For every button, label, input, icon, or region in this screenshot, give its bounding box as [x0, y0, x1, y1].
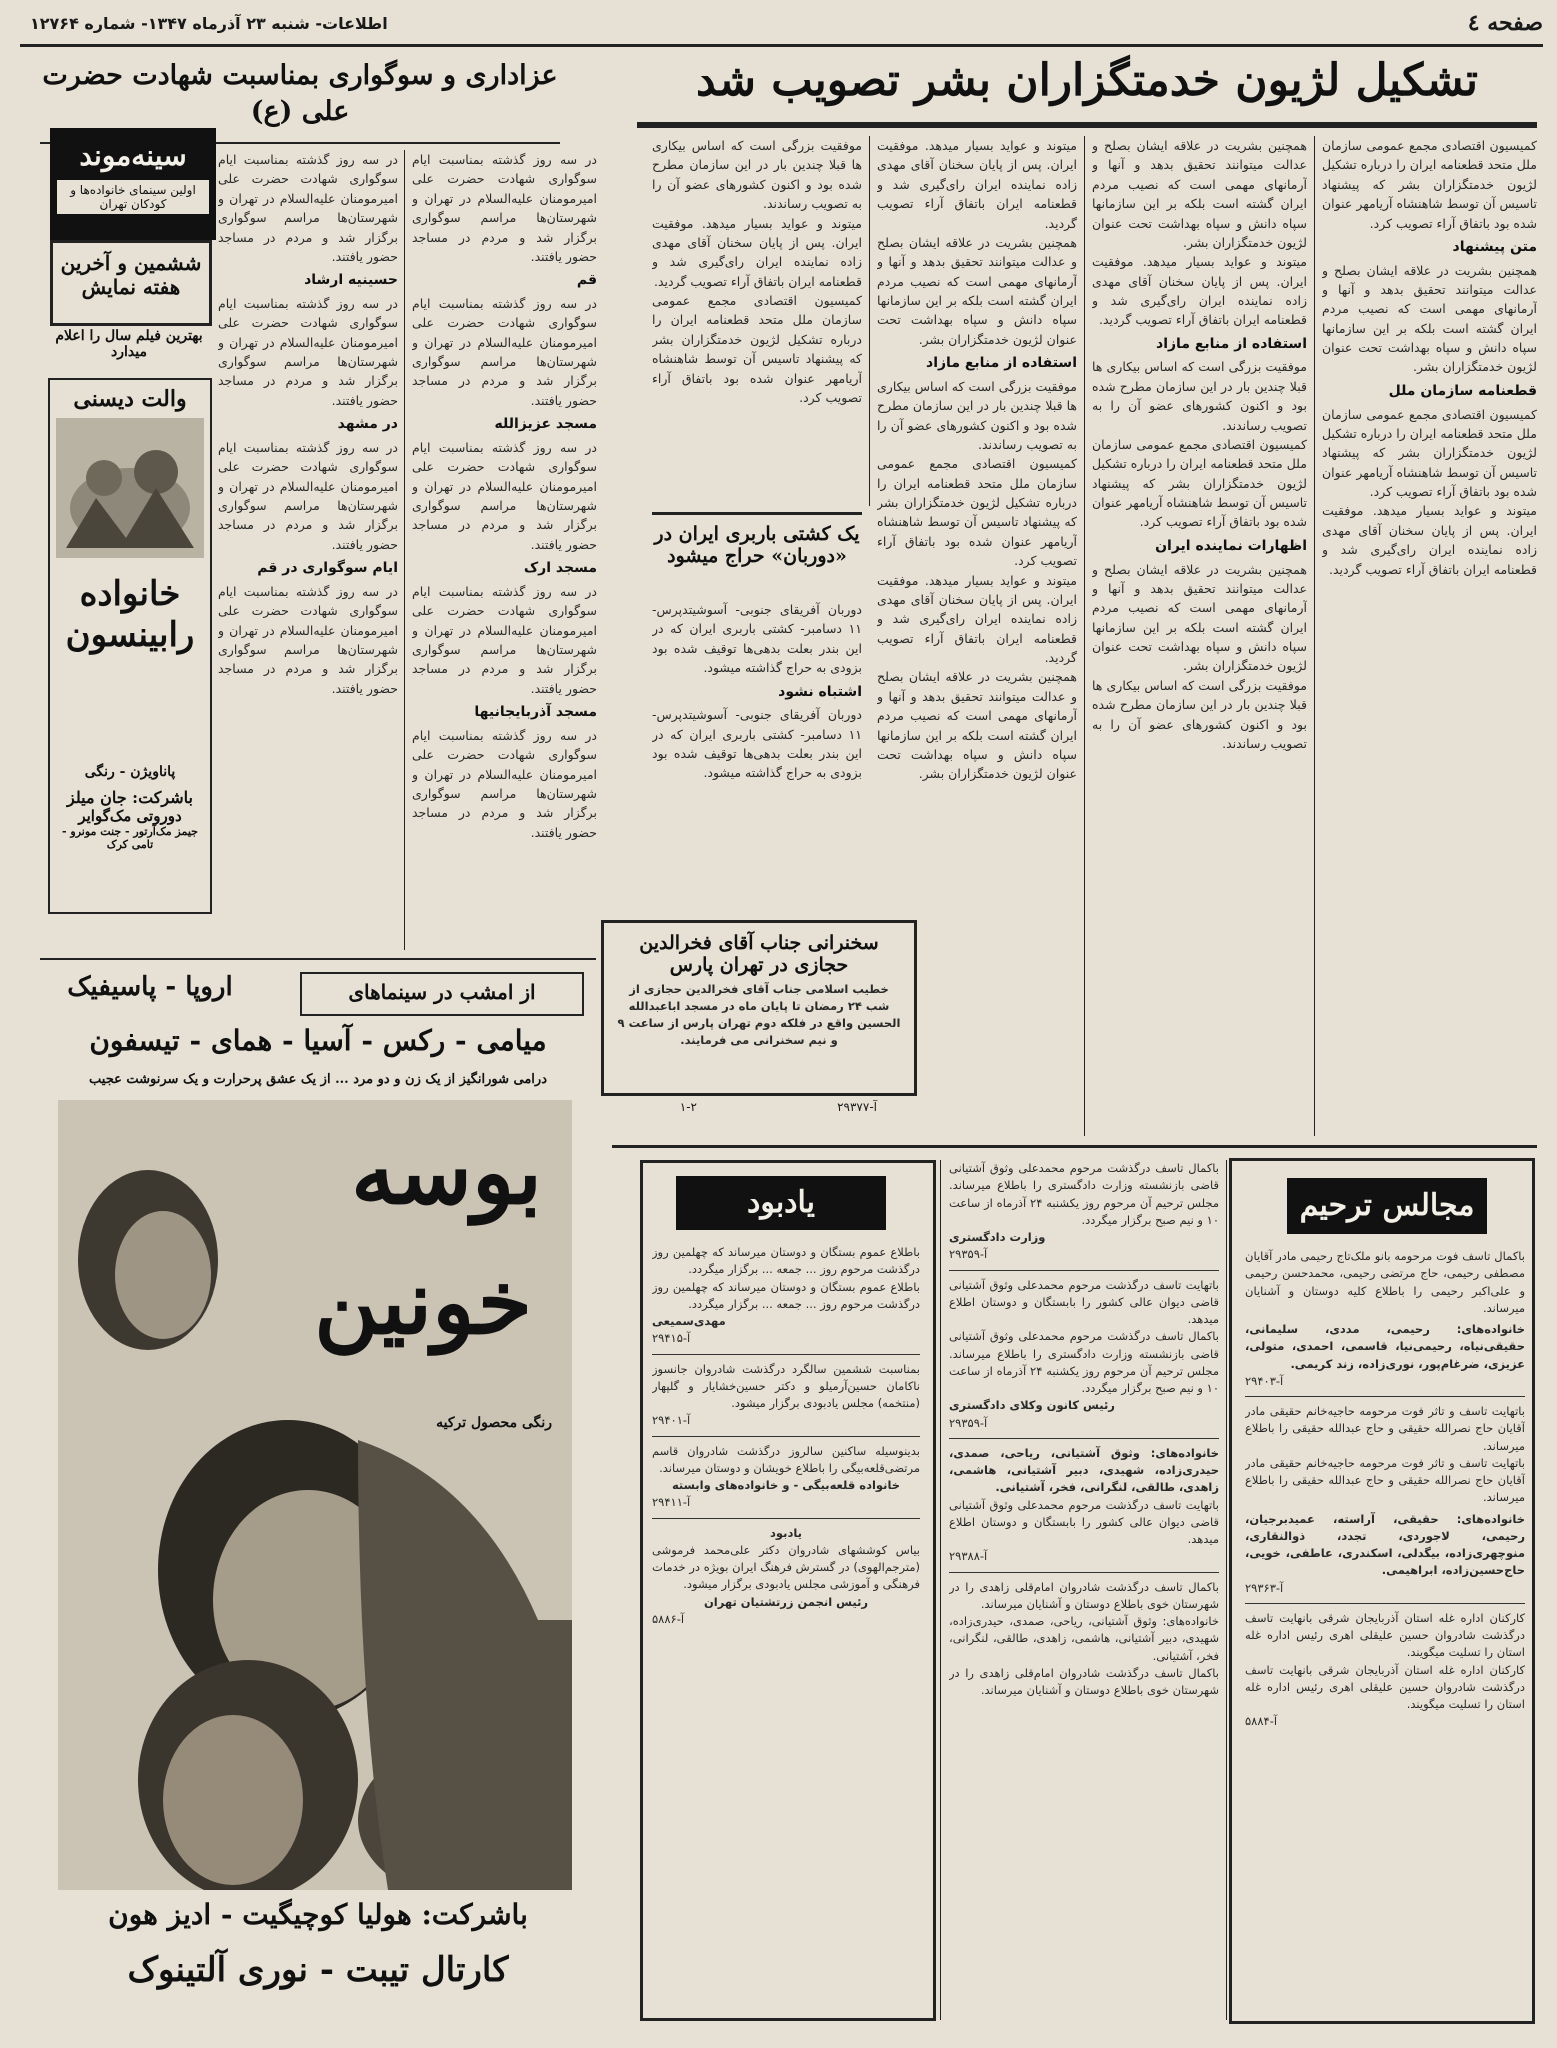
section-rule [612, 1145, 1537, 1148]
lecture-code: آ-۲۹۳۷۷ [837, 1100, 877, 1114]
tonight-label-box [300, 972, 584, 1016]
mourning-subhead: ایام سوگواری در قم [257, 560, 398, 577]
mourning-headline: عزاداری و سوگواری بمناسبت شهادت حضرت علی (ع) [42, 60, 558, 128]
cinema-ad-title: سینه‌موند [79, 139, 187, 172]
cinema-ad-robinson [48, 378, 212, 914]
tarhim-label: مجالس ترحیم [1287, 1178, 1487, 1234]
poster-note: رنگی محصول ترکیه [436, 1415, 552, 1431]
middle-notices: باکمال تاسف درگذشت مرحوم محمدعلی وثوق آشتیانی قاضی بازنشسته وزارت دادگستری را باطلاع میرساند. مجلس ترحیم آن مرحوم روز یکشنبه ۲۴ آذرماه از ساعت ۱۰ و نیم صبح برگزار میگردد. وزارت دادگستری آ-۲۹۳۵۹ باتهایت تاسف درگذشت مرحوم محمدعلی وثوق آشتیانی قاضی دیوان عالی کشور را بابستگان و دوستان اطلاع میدهد. باکمال تاسف درگذشت مرحوم محمدعلی وثوق آشتیانی قاضی بازنشسته وزارت دادگستری را باطلاع میرساند. مجلس ترحیم آن مرحوم روز یکشنبه ۲۴ آذرماه از ساعت ۱۰ و نیم صبح برگزار میگردد. رئیس کانون وکلای دادگستری آ-۲۹۳۵۹ خانواده‌های: وثوق آشتیانی، ریاحی، صمدی، حیدری‌زاده، شهیدی، دبیر آشتیانی، هاشمی، زاهدی، طالقی، لنگرانی، فخر، آشتیانی. باتهایت تاسف درگذشت مرحوم محمدعلی وثوق آشتیانی قاضی دیوان عالی کشور را بابستگان و دوستان اطلاع میدهد. آ-۲۹۳۸۸ باکمال تاسف درگذشت شادروان امام‌قلی زاهدی را در شهرستان خوی باطلاع دوستان و آشنایان میرساند. خانواده‌های: وثوق آشتیانی، ریاحی، صمدی، حیدری‌زاده، شهیدی، دبیر آشتیانی، هاشمی، زاهدی، طالقی، لنگرانی، فخر، آشتیانی. باکمال تاسف درگذشت شادروان امام‌قلی زاهدی را در شهرستان خوی باطلاع دوستان و آشنایان میرساند. [949, 1161, 1219, 1697]
column-divider [404, 150, 405, 950]
lead-subhead: متن پیشنهاد [1452, 238, 1537, 255]
boat-body: دوربان آفریقای جنوبی- آسوشیتدپرس- ۱۱ دسامبر- کشتی باربری ایران که در این بندر بعلت بدهی‌ها توقیف شده بود بزودی به حراج گذاشته میشود. اشتباه نشود دوربان آفریقای جنوبی- آسوشیتدپرس- ۱۱ دسامبر- کشتی باربری ایران که در این بندر بعلت بدهی‌ها توقیف شده بود بزودی به حراج گذاشته میشود. [652, 602, 862, 781]
studio-name: والت دیسنی [73, 386, 187, 412]
memorial-label: یادبود [676, 1176, 886, 1230]
cast-line: دوروتی مک‌گوایر [78, 807, 182, 825]
boat-subhead: اشتباه نشود [778, 683, 862, 700]
poster-cast: کارتال تیبت - نوری آلتینوک [127, 1950, 509, 1990]
film-poster [58, 1100, 572, 1890]
mourning-column-2: در سه روز گذشته بمناسبت ایام سوگواری شهادت حضرت علی امیرمومنان علیه‌السلام در تهران و شهرستان‌ها مراسم سوگواری برگزار شد و مردم در مساجد حضور یافتند. حسینیه ارشاد در سه روز گذشته بمناسبت ایام سوگواری شهادت حضرت علی امیرمومنان علیه‌السلام در تهران و شهرستان‌ها مراسم سوگواری برگزار شد و مردم در مساجد حضور یافتند. در مشهد در سه روز گذشته بمناسبت ایام سوگواری شهادت حضرت علی امیرمومنان علیه‌السلام در تهران و شهرستان‌ها مراسم سوگواری برگزار شد و مردم در مساجد حضور یافتند. ایام سوگواری در قم در سه روز گذشته بمناسبت ایام سوگواری شهادت حضرت علی امیرمومنان علیه‌السلام در تهران و شهرستان‌ها مراسم سوگواری برگزار شد و مردم در مساجد حضور یافتند. [218, 152, 398, 696]
column-divider [940, 1160, 941, 2020]
column-divider [1084, 136, 1085, 1136]
lead-column-2: همچنین بشریت در علاقه ایشان بصلح و عدالت میتوانند تحقیق بدهد و آنها و آرمانهای مهمی است که نصیب مردم ایران گشته است بلکه بر این سازمانها سپاه دانش و سپاه بهداشت تحت عنوان لژیون خدمتگزاران بشر. میتوند و عواید بسیار میدهد. موفقیت ایران. پس از پایان سخنان آقای مهدی‌ زاده نماینده ایران رای‌گیری شد و قطعنامه ایران باتفاق آراء تصویب گردید. استفاده از منابع مازاد موفقیت بزرگی است که اساس بیکاری ها قبلا چندین بار در این سازمان مطرح شده بود و اکنون کشورهای عضو آن را به تصویب رساندند. کمیسیون اقتصادی مجمع عمومی سازمان ملل متحد قطعنامه ایران را درباره تشکیل لژیون خدمتگزاران بشر که پیشنهاد تاسیس آن توسط شاهنشاه آریامهر عنوان شده بود باتفاق آراء تصویب کرد. اظهارات نماینده ایران همچنین بشریت در علاقه ایشان بصلح و عدالت میتوانند تحقیق بدهد و آنها و آرمانهای مهمی است که نصیب مردم ایران گشته است بلکه بر این سازمانها سپاه دانش و سپاه بهداشت تحت عنوان لژیون خدمتگزاران بشر. موفقیت بزرگی است که اساس بیکاری ها قبلا چندین بار در این سازمان مطرح شده بود و اکنون کشورهای عضو آن را به تصویب رساندند. [1092, 138, 1307, 751]
mourning-subhead: مسجد آذربایجانیها [474, 704, 597, 721]
lecture-headline: سخنرانی جناب آقای فخرالدین حجازی در تهران پارس [639, 932, 879, 976]
lead-subhead: اظهارات نماینده ایران [1155, 537, 1307, 554]
mourning-subhead: مسجد عزیزالله [494, 416, 597, 433]
film-tagline: درامی شورانگیز از یک زن و دو مرد ... از یک عشق پرحرارت و یک سرنوشت عجیب [89, 1072, 547, 1087]
lead-subhead: قطعنامه سازمان ملل [1388, 382, 1537, 399]
column-divider [869, 136, 870, 506]
boat-headline: یک کشتی باربری ایران در «دوربان» حراج میشود [654, 523, 860, 567]
masthead-rule [20, 44, 1543, 47]
page-number: صفحه ٤ [1467, 10, 1543, 36]
cinema-ad-title: ششمین و آخرین هفته نمایش [60, 251, 202, 299]
memorial-body: باطلاع عموم بستگان و دوستان میرساند که چهلمین روز درگذشت مرحوم روز ... جمعه ... برگزار میگردد. باطلاع عموم بستگان و دوستان میرساند که چهلمین روز درگذشت مرحوم روز ... جمعه ... برگزار میگردد. مهدی‌سمیعی آ-۲۹۴۱۵ بمناسبت ششمین سالگرد درگذشت شادروان جانسوز ناکامان حسین‌آرمیلو و دکتر حسین‌خشایار و گلپهار (منتخمه) مجلس یادبودی برگزار میشود. آ-۲۹۴۰۱ بدینوسیله ساکنین سالروز درگذشت شادروان قاسم مرتضی‌قلعه‌بیگی را باطلاع خویشان و دوستان میرساند. خانواده قلعه‌بیگی - و خانواده‌های وابسته آ-۲۹۴۱۱ یادبود بیاس کوششهای شادروان دکتر علی‌محمد فرموشی (مترجم‌الهوی) در گسترش فرهنگ ایران بویژه در خدمات فرهنگی و آموزشی مجلس یادبودی برگزار میشود. رئیس انجمن زرتشتیان تهران آ-۵۸۸۶ [652, 1245, 920, 1626]
lead-column-1: کمیسیون اقتصادی مجمع عمومی سازمان ملل متحد قطعنامه ایران را درباره تشکیل لژیون خدمتگزاران بشر که پیشنهاد تاسیس آن توسط شاهنشاه آریامهر عنوان شده بود باتفاق آراء تصویب کرد. متن پیشنهاد همچنین بشریت در علاقه ایشان بصلح و عدالت میتوانند تحقیق بدهد و آنها و آرمانهای مهمی است که نصیب مردم ایران گشته است بلکه بر این سازمانها سپاه دانش و سپاه بهداشت تحت عنوان لژیون خدمتگزاران بشر. قطعنامه سازمان ملل کمیسیون اقتصادی مجمع عمومی سازمان ملل متحد قطعنامه ایران را درباره تشکیل لژیون خدمتگزاران بشر که پیشنهاد تاسیس آن توسط شاهنشاه آریامهر عنوان شده بود باتفاق آراء تصویب کرد. میتوند و عواید بسیار میدهد. موفقیت ایران. پس از پایان سخنان آقای مهدی‌ زاده نماینده ایران رای‌گیری شد و قطعنامه ایران باتفاق آراء تصویب گردید. [1322, 138, 1537, 577]
column-divider [1314, 136, 1315, 1136]
cinema-ad-line: اولین سینمای خانواده‌ها و کودکان تهران [57, 180, 209, 214]
lead-subhead: استفاده از منابع مازاد [926, 355, 1077, 372]
lecture-box [601, 920, 917, 1096]
cinema-ad-sixth-week [50, 240, 212, 326]
robinson-illustration [56, 418, 204, 558]
cinema-ad-line: بهترین فیلم سال را اعلام میدارد [55, 328, 203, 360]
section-rule [40, 958, 596, 960]
tarhim-body: باکمال تاسف فوت مرحومه بانو ملک‌تاج رحیمی مادر آقایان مصطفی رحیمی، حاج مرتضی رحیمی، محمدحسن رحیمی و علی‌اکبر رحیمی را باطلاع کلیه دوستان و آشنایان میرساند. خانواده‌های: رحیمی، مددی، سلیمانی، حقیقی‌نیاه، رحیمی‌نیا، قاسمی، احمدی، متولی، عزیزی، ضرغام‌پور، نوری‌زاده، زند کریمی. آ-۲۹۴۰۳ باتهایت تاسف و تاثر فوت مرحومه حاجیه‌خانم حقیقی مادر آقایان حاج نصرالله حقیقی و حاج عبدالله حقیقی را باطلاع میرساند. باتهایت تاسف و تاثر فوت مرحومه حاجیه‌خانم حقیقی مادر آقایان حاج نصرالله حقیقی و حاج عبدالله حقیقی را باطلاع میرساند. خانواده‌های: حقیقی، آراسته، عمیدبرجیان، رحیمی، لاجوردی، تجدد، ذوالنقاری، منوچهری‌زاده، بیگدلی، اسکندری، عاطفی، خویی، حاج‌حسین‌زاده، ابراهیمی. آ-۲۹۳۶۳ کارکنان اداره غله استان آذربایجان شرقی بانهایت تاسف درگذشت شادروان حسین علیقلی اهری رئیس اداره غله استان را تسلیت میگویند. کارکنان اداره غله استان آذربایجان شرقی بانهایت تاسف درگذشت شادروان حسین علیقلی اهری رئیس اداره غله استان را تسلیت میگویند. آ-۵۸۸۴ [1245, 1249, 1525, 1729]
film-title: خانواده رابینسون [65, 574, 195, 655]
poster-title-top: بوسه [351, 1120, 542, 1224]
poster-cast: باشرکت: هولیا کوچیگیت - ادیز هون [108, 1898, 528, 1931]
mourning-subhead: در مشهد [337, 416, 398, 433]
boat-top-rule [652, 512, 862, 515]
lead-headline-rule [637, 122, 1537, 128]
lead-column-3: میتوند و عواید بسیار میدهد. موفقیت ایران. پس از پایان سخنان آقای مهدی‌ زاده نماینده ایران رای‌گیری شد و قطعنامه ایران باتفاق آراء تصویب گردید. همچنین بشریت در علاقه ایشان بصلح و عدالت میتوانند تحقیق بدهد و آنها و آرمانهای مهمی است که نصیب مردم ایران گشته است بلکه بر این سازمانها سپاه دانش و سپاه بهداشت تحت عنوان لژیون خدمتگزاران بشر. استفاده از منابع مازاد موفقیت بزرگی است که اساس بیکاری ها قبلا چندین بار در این سازمان مطرح شده بود و اکنون کشورهای عضو آن را به تصویب رساندند. کمیسیون اقتصادی مجمع عمومی سازمان ملل متحد قطعنامه ایران را درباره تشکیل لژیون خدمتگزاران بشر که پیشنهاد تاسیس آن توسط شاهنشاه آریامهر عنوان شده بود باتفاق آراء تصویب کرد. میتوند و عواید بسیار میدهد. موفقیت ایران. پس از پایان سخنان آقای مهدی‌ زاده نماینده ایران رای‌گیری شد و قطعنامه ایران باتفاق آراء تصویب گردید. همچنین بشریت در علاقه ایشان بصلح و عدالت میتوانند تحقیق بدهد و آنها و آرمانهای مهمی است که نصیب مردم ایران گشته است بلکه بر این سازمانها سپاه دانش و سپاه بهداشت تحت عنوان لژیون خدمتگزاران بشر. [877, 138, 1077, 782]
mourning-subhead: مسجد ارک [523, 560, 597, 577]
mourning-subhead: حسینیه ارشاد [304, 272, 398, 289]
mourning-column-1: در سه روز گذشته بمناسبت ایام سوگواری شهادت حضرت علی امیرمومنان علیه‌السلام در تهران و شهرستان‌ها مراسم سوگواری برگزار شد و مردم در مساجد حضور یافتند. قم در سه روز گذشته بمناسبت ایام سوگواری شهادت حضرت علی امیرمومنان علیه‌السلام در تهران و شهرستان‌ها مراسم سوگواری برگزار شد و مردم در مساجد حضور یافتند. مسجد عزیزالله در سه روز گذشته بمناسبت ایام سوگواری شهادت حضرت علی امیرمومنان علیه‌السلام در تهران و شهرستان‌ها مراسم سوگواری برگزار شد و مردم در مساجد حضور یافتند. مسجد ارک در سه روز گذشته بمناسبت ایام سوگواری شهادت حضرت علی امیرمومنان علیه‌السلام در تهران و شهرستان‌ها مراسم سوگواری برگزار شد و مردم در مساجد حضور یافتند. مسجد آذربایجانیها در سه روز گذشته بمناسبت ایام سوگواری شهادت حضرت علی امیرمومنان علیه‌السلام در تهران و شهرستان‌ها مراسم سوگواری برگزار شد و مردم در مساجد حضور یافتند. [412, 152, 597, 840]
film-tech: پاناویژن - رنگی [84, 764, 176, 780]
cast-line: جیمز مک‌آرتور - جنت مونرو - تامی کرک [62, 825, 198, 851]
cinemas-primary: اروپا - پاسیفیک [67, 972, 233, 1002]
column-divider [1226, 1160, 1227, 2020]
tonight-label: از امشب در سینماهای [348, 980, 536, 1004]
cinema-ad-cinemonde [50, 128, 216, 240]
mourning-subhead: قم [576, 272, 597, 289]
masthead-info: اطلاعات- شنبه ۲۳ آذرماه ۱۳۴۷- شماره ۱۲۷۶۴ [30, 14, 388, 33]
poster-title-bottom: خونین [314, 1250, 532, 1354]
lead-column-4: موفقیت بزرگی است که اساس بیکاری ها قبلا چندین بار در این سازمان مطرح شده بود و اکنون کشورهای عضو آن را به تصویب رساندند. میتوند و عواید بسیار میدهد. موفقیت ایران. پس از پایان سخنان آقای مهدی‌ زاده نماینده ایران رای‌گیری شد و قطعنامه ایران باتفاق آراء تصویب گردید. کمیسیون اقتصادی مجمع عمومی سازمان ملل متحد قطعنامه ایران را درباره تشکیل لژیون خدمتگزاران بشر که پیشنهاد تاسیس آن توسط شاهنشاه آریامهر عنوان شده بود باتفاق آراء تصویب کرد. [652, 138, 862, 405]
lead-subhead: استفاده از منابع مازاد [1156, 335, 1307, 352]
lecture-code: ۱-۲ [679, 1100, 697, 1114]
lead-headline: تشکیل لژیون خدمتگزاران بشر تصویب شد [695, 55, 1478, 106]
cast-line: باشرکت: جان میلز [67, 788, 193, 807]
lecture-text: خطیب اسلامی جناب آقای فخرالدین حجازی از شب ۲۴ رمضان تا پایان ماه در مسجد اباعبدالله الحسین واقع در فلکه دوم تهران پارس از ساعت ۹ و نیم سخنرانی می فرمایند. [617, 981, 901, 1048]
cinemas-secondary: میامی - رکس - آسیا - همای - تیسفون [89, 1024, 547, 1057]
